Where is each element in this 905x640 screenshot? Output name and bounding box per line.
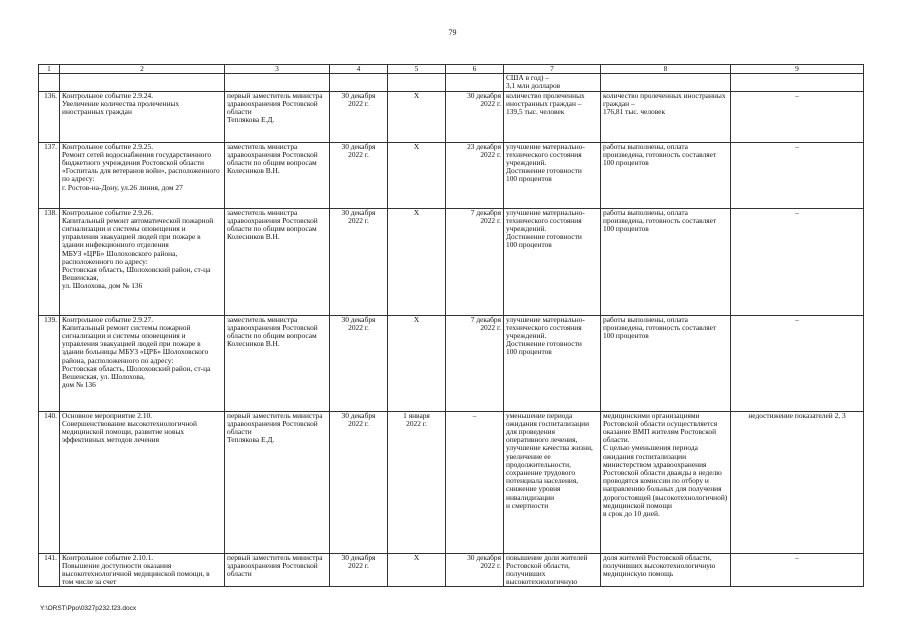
reason-cell: – bbox=[731, 208, 864, 315]
reason-cell: – bbox=[731, 91, 864, 142]
start-date-cell: X bbox=[388, 315, 446, 411]
result-cell: улучшение материально-технического состояния учреждений. Достижение готовности 100 процентов bbox=[504, 208, 601, 315]
plan-date-cell: 30 декабря 2022 г. bbox=[330, 553, 388, 587]
responsible-cell: заместитель министра здравоохранения Ростовской области по общим вопросам Колесников В.Н. bbox=[225, 208, 330, 315]
file-path-footer: Y:\ORST\Ppo\0327p232.f23.docx bbox=[40, 605, 137, 612]
event-cell: Контрольное событие 2.9.27. Капитальный ремонт системы пожарной сигнализации и системы оповещения и управления эвакуацией людей при пожаре в здании больницы МБУЗ «ЦРБ» Шолоховского района, расположенного по адресу: Ростовская область, Шолоховский район, ст-ца Вешенская, ул. Шолохова, дом № 136 bbox=[60, 315, 225, 411]
start-date-cell: X bbox=[388, 208, 446, 315]
header-cell: 7 bbox=[504, 65, 601, 74]
info-cell: работы выполнены, оплата произведена, готовность составляет 100 процентов bbox=[601, 208, 731, 315]
plan-date-cell: 30 декабря 2022 г. bbox=[330, 411, 388, 553]
table-row bbox=[39, 91, 864, 142]
responsible-cell: первый заместитель министра здравоохранения Ростовской области Теплякова Е.Д. bbox=[225, 411, 330, 553]
start-date-cell: X bbox=[388, 553, 446, 587]
header-cell: 5 bbox=[388, 65, 446, 74]
row-number: 136. bbox=[39, 91, 60, 142]
page-number: 79 bbox=[448, 28, 457, 37]
result-cell: повышение доли жителей Ростовской области, получивших высокотехнологичную bbox=[504, 553, 601, 587]
table-row bbox=[39, 208, 864, 315]
header-cell: 3 bbox=[225, 65, 330, 74]
result-cell: улучшение материально-технического состояния учреждений. Достижение готовности 100 процентов bbox=[504, 142, 601, 208]
header-cell: 6 bbox=[446, 65, 504, 74]
actual-date-cell: 30 декабря 2022 г. bbox=[446, 91, 504, 142]
reason-cell: – bbox=[731, 315, 864, 411]
result-cell: уменьшение периода ожидания госпитализации для проведения оперативного лечения, улучшение качества жизни, увеличение ее продолжительности, сохранение трудового потенциала населения, снижение уровня инвалидизации и смертности bbox=[504, 411, 601, 553]
start-date-cell: 1 января 2022 г. bbox=[388, 411, 446, 553]
plan-date-cell: 30 декабря 2022 г. bbox=[330, 142, 388, 208]
responsible-cell: заместитель министра здравоохранения Ростовской области по общим вопросам Колесников В.Н. bbox=[225, 142, 330, 208]
actual-date-cell: – bbox=[446, 411, 504, 553]
actual-date-cell: 23 декабря 2022 г. bbox=[446, 142, 504, 208]
row-number: 139. bbox=[39, 315, 60, 411]
actual-date-cell: 30 декабря 2022 г. bbox=[446, 553, 504, 587]
info-cell: работы выполнены, оплата произведена, готовность составляет 100 процентов bbox=[601, 315, 731, 411]
result-cell: количество пролеченных иностранных граждан – 139,5 тыс. человек bbox=[504, 91, 601, 142]
reason-cell: – bbox=[731, 553, 864, 587]
header-cell: 2 bbox=[60, 65, 225, 74]
table-row bbox=[39, 142, 864, 208]
report-table bbox=[38, 64, 864, 587]
header-cell: 4 bbox=[330, 65, 388, 74]
plan-date-cell: 30 декабря 2022 г. bbox=[330, 208, 388, 315]
continuation-result: США в год) – 3,1 млн долларов bbox=[504, 74, 601, 91]
actual-date-cell: 7 декабря 2022 г. bbox=[446, 208, 504, 315]
table-row bbox=[39, 411, 864, 553]
row-number: 140. bbox=[39, 411, 60, 553]
responsible-cell: первый заместитель министра здравоохранения Ростовской области Теплякова Е.Д. bbox=[225, 91, 330, 142]
header-cell: 9 bbox=[731, 65, 864, 74]
info-cell: доля жителей Ростовской области, получивших высокотехнологичную медицинскую помощь bbox=[601, 553, 731, 587]
reason-cell: недостижение показателей 2, 3 bbox=[731, 411, 864, 553]
plan-date-cell: 30 декабря 2022 г. bbox=[330, 91, 388, 142]
event-cell: Контрольное событие 2.9.26. Капитальный ремонт автоматической пожарной сигнализации и системы оповещения и управления эвакуацией людей при пожаре в здании инфекционного отделения МБУЗ «ЦРБ» Шолоховского района, расположенного по адресу: Ростовская область, Шолоховский район, ст-ца Вешенская, ул. Шолохова, дом № 136 bbox=[60, 208, 225, 315]
start-date-cell: X bbox=[388, 91, 446, 142]
header-cell: 8 bbox=[601, 65, 731, 74]
responsible-cell: первый заместитель министра здравоохранения Ростовской области bbox=[225, 553, 330, 587]
event-cell: Контрольное событие 2.10.1. Повышение доступности оказания высокотехнологичной медицинской помощи, в том числе за счет bbox=[60, 553, 225, 587]
reason-cell: – bbox=[731, 142, 864, 208]
row-number: 141. bbox=[39, 553, 60, 587]
info-cell: количество пролеченных иностранных граждан – 176,81 тыс. человек bbox=[601, 91, 731, 142]
header-row bbox=[39, 65, 864, 74]
info-cell: работы выполнены, оплата произведена, готовность составляет 100 процентов bbox=[601, 142, 731, 208]
actual-date-cell: 7 декабря 2022 г. bbox=[446, 315, 504, 411]
header-cell: 1 bbox=[39, 65, 60, 74]
event-cell: Контрольное событие 2.9.25. Ремонт сетей водоснабжения государственного бюджетного учреждения Ростовской области «Госпиталь для ветеранов войн», расположенного по адресу: г. Ростов-на-Дону, ул.26 линия, дом 27 bbox=[60, 142, 225, 208]
continuation-row bbox=[39, 74, 864, 91]
info-cell: медицинскими организациями Ростовской области осуществляется оказание ВМП жителям Ростовской области. С целью уменьшения периода ожидания госпитализации министерством здравоохранения Ростовской области дважды в неделю проводятся комиссии по отбору и направлению больных для получения дорогостоящей (высокотехнологичной) медицинской помощи в срок до 10 дней. bbox=[601, 411, 731, 553]
event-cell: Основное мероприятие 2.10. Совершенствование высокотехнологичной медицинской помощи, развитие новых эффективных методов лечения bbox=[60, 411, 225, 553]
event-cell: Контрольное событие 2.9.24. Увеличение количества пролеченных иностранных граждан bbox=[60, 91, 225, 142]
table-row bbox=[39, 553, 864, 587]
responsible-cell: заместитель министра здравоохранения Ростовской области по общим вопросам Колесников В.Н. bbox=[225, 315, 330, 411]
row-number: 138. bbox=[39, 208, 60, 315]
result-cell: улучшение материально-технического состояния учреждений. Достижение готовности 100 процентов bbox=[504, 315, 601, 411]
start-date-cell: X bbox=[388, 142, 446, 208]
table-row bbox=[39, 315, 864, 411]
plan-date-cell: 30 декабря 2022 г. bbox=[330, 315, 388, 411]
row-number: 137. bbox=[39, 142, 60, 208]
